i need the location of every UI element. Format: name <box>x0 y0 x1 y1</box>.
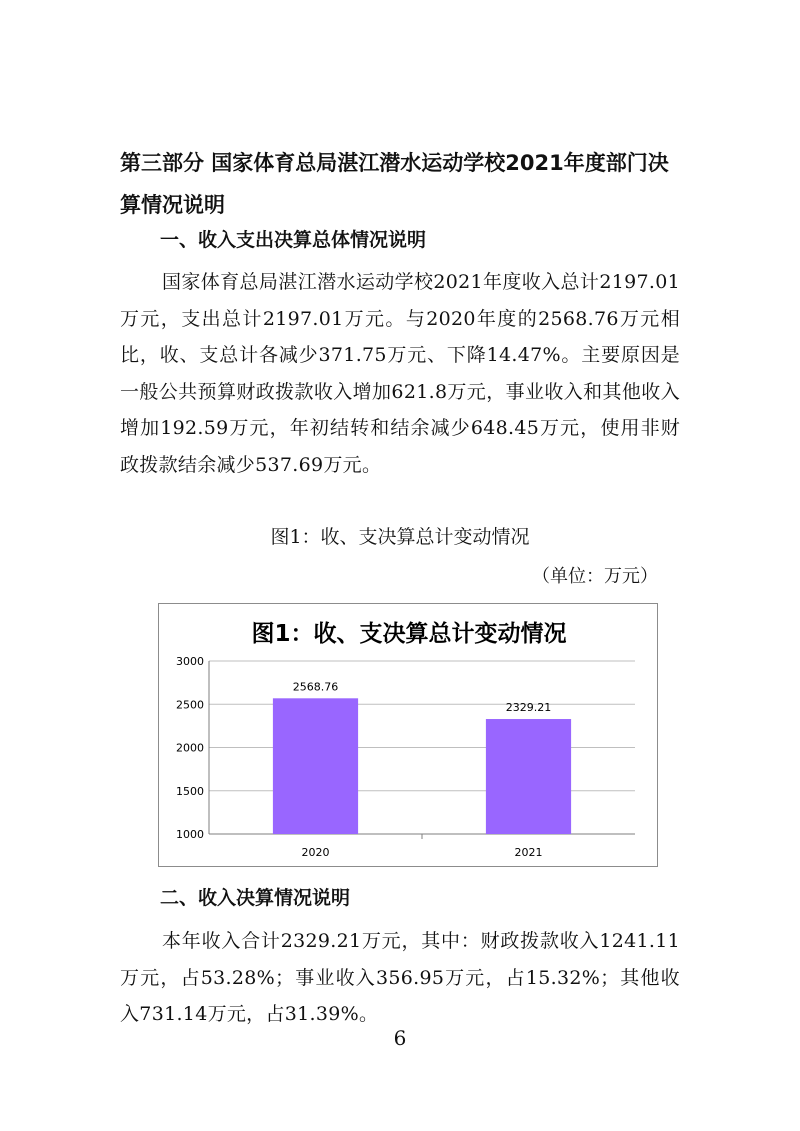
section-title: 第三部分 国家体育总局湛江潜水运动学校2021年度部门决算情况说明 <box>120 151 669 217</box>
y-axis-ticks <box>176 655 204 841</box>
subsection-title-1: 一、收入支出决算总体情况说明 <box>160 229 427 251</box>
x-tick-label: 2020 <box>301 846 330 859</box>
y-tick-label: 2500 <box>176 698 204 712</box>
bar-2021 <box>486 719 571 834</box>
bar-chart <box>158 603 658 867</box>
paragraph-overview: 国家体育总局湛江潜水运动学校2021年度收入总计2197.01万元，支出总计2197.01万元。与2020年度的2568.76万元相比，收、支总计各减少371.75万元、下降14.47%。主要原因是一般公共预算财政拨款收入增加621.8万元，事业收入和其他收入增加192.59万元，年初结转和结余减少648.45万元，使用非财政拨款结余减少537.69万元。 <box>120 271 680 476</box>
y-tick-label: 1500 <box>176 784 204 798</box>
unit-note: （单位：万元） <box>532 566 658 587</box>
bar-chart-svg <box>159 604 659 868</box>
bar-2020 <box>273 698 358 834</box>
y-tick-label: 1000 <box>176 828 204 841</box>
chart-title: 图1：收、支决算总计变动情况 <box>251 621 567 647</box>
data-label: 2568.76 <box>292 680 339 694</box>
chart-bars <box>273 698 571 834</box>
subsection-title-2: 二、收入决算情况说明 <box>160 887 351 909</box>
y-tick-label: 3000 <box>176 655 204 668</box>
x-axis-ticks <box>302 834 543 859</box>
figure-caption: 图1：收、支决算总计变动情况 <box>270 526 530 548</box>
y-tick-label: 2000 <box>176 741 204 755</box>
page-number: 6 <box>393 1026 407 1050</box>
x-tick-label: 2021 <box>514 846 543 859</box>
paragraph-income: 本年收入合计2329.21万元，其中：财政拨款收入1241.11万元，占53.28%；事业收入356.95万元，占15.32%；其他收入731.14万元，占31.39%。 <box>120 930 680 1025</box>
data-label: 2329.21 <box>505 701 552 715</box>
